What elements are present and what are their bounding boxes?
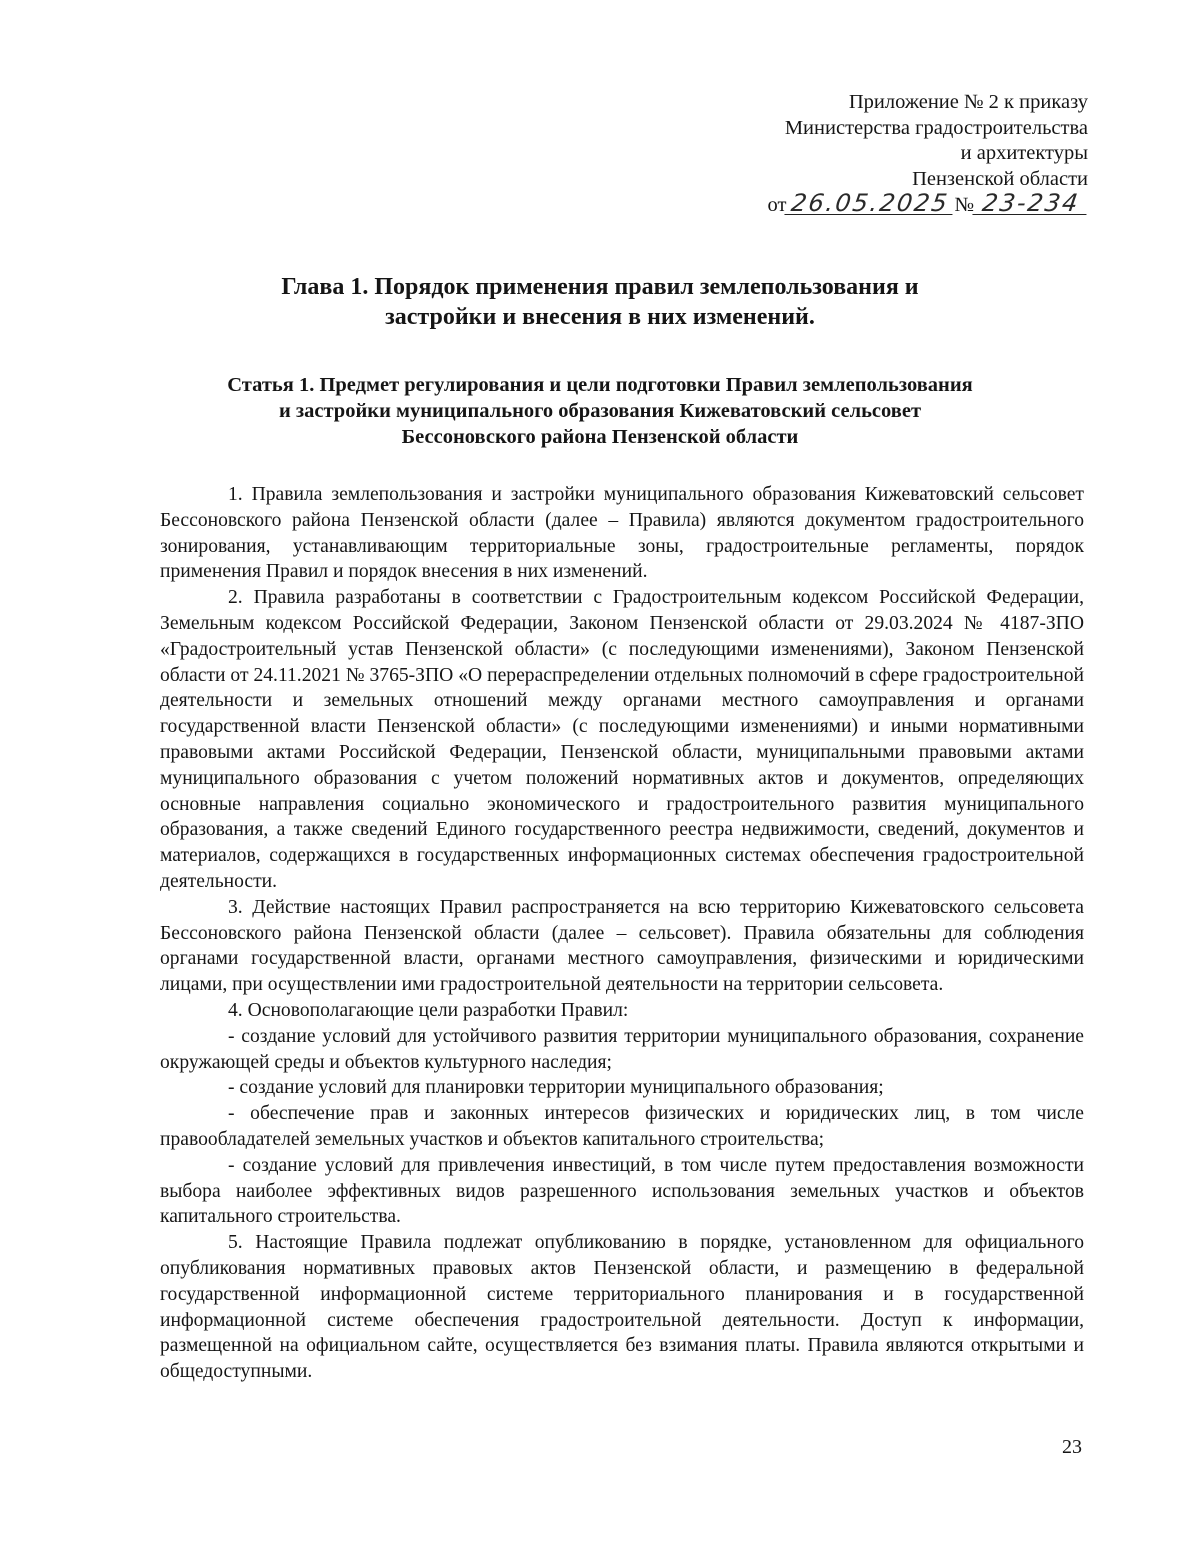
goal-item-4: - создание условий для привлечения инвестиций, в том числе путем предоставления возможности выбора наиболее эффективных видов разрешенного использования земельных участков и объектов капитального строительства. bbox=[160, 1154, 1084, 1228]
article-title bbox=[150, 372, 1050, 450]
article-body bbox=[160, 482, 1084, 1385]
paragraph-5: 5. Настоящие Правила подлежат опубликованию в порядке, установленном для официального опубликования нормативных правовых актов Пензенской области, и размещению в федеральной государственной информационной системе территориального планирования и в государственной информационной системе обеспечения градостроительной деятельности. Доступ к информации, размещенной на официальном сайте, осуществляется без взимания платы. Правила являются открытыми и общедоступными. bbox=[160, 1232, 1084, 1383]
header-line-4: Пензенской области bbox=[912, 167, 1088, 190]
chapter-title-line-1: Глава 1. Порядок применения правил землепользования и bbox=[281, 274, 919, 300]
handwritten-date: 26.05.2025 bbox=[785, 192, 956, 215]
header-line-3: и архитектуры bbox=[960, 142, 1088, 164]
paragraph-2: 2. Правила разработаны в соответствии с Градостроительным кодексом Российской Федерации, Земельным кодексом Российской Федерации, Законом Пензенской области от 29.03.2024 № 4187-ЗПО «Градостроительный устав Пензенской области» (с последующими изменениями), Законом Пензенской области от 24.11.2021 № 3765-ЗПО «О перераспределении отдельных полномочий в сфере градостроительной деятельности и земельных отношений между органами местного самоуправления и органами государственной власти Пензенской области» (с последующими изменениями) и иными нормативными правовыми актами Российской Федерации, Пензенской области, муниципальными правовыми актами муниципального образования с учетом положений нормативных актов и документов, определяющих основные направления социально экономического и градостроительного развития муниципального образования, а также сведений Единого государственного реестра недвижимости, сведений, документов и материалов, содержащихся в государственных информационных системах обеспечения градостроительной деятельности. bbox=[160, 587, 1084, 892]
article-title-line-2: и застройки муниципального образования Кижеватовский сельсовет bbox=[278, 400, 922, 422]
header-line-1: Приложение № 2 к приказу bbox=[848, 91, 1088, 113]
order-date-number-line bbox=[767, 189, 1088, 219]
chapter-title bbox=[150, 272, 1050, 332]
page-number: 23 bbox=[1062, 1436, 1082, 1458]
goal-item-1: - создание условий для устойчивого развития территории муниципального образования, сохранение окружающей среды и объектов культурного наследия; bbox=[160, 1025, 1084, 1073]
header-line-2: Министерства градостроительства bbox=[784, 116, 1088, 139]
goal-item-2: - создание условий для планировки территории муниципального образования; bbox=[228, 1077, 884, 1099]
number-prefix: № bbox=[954, 194, 974, 216]
paragraph-4: 4. Основополагающие цели разработки Правил: bbox=[228, 999, 629, 1021]
from-prefix: от bbox=[767, 194, 787, 216]
article-title-line-1: Статья 1. Предмет регулирования и цели подготовки Правил землепользования bbox=[227, 374, 973, 396]
paragraph-3: 3. Действие настоящих Правил распространяется на всю территорию Кижеватовского сельсовета Бессоновского района Пензенской области (далее – сельсовет). Правила обязательны для соблюдения органами государственной власти, органами местного самоуправления, физическими и юридическими лицами, при осуществлении ими градостроительной деятельности на территории сельсовета. bbox=[160, 896, 1084, 996]
article-title-line-3: Бессоновского района Пензенской области bbox=[401, 426, 799, 448]
appendix-header bbox=[767, 90, 1088, 219]
chapter-title-line-2: застройки и внесения в них изменений. bbox=[385, 304, 815, 330]
handwritten-order-number: 23-234 bbox=[972, 192, 1089, 215]
goal-item-3: - обеспечение прав и законных интересов физических и юридических лиц, в том числе правообладателей земельных участков и объектов капитального строительства; bbox=[160, 1103, 1084, 1150]
paragraph-1: 1. Правила землепользования и застройки муниципального образования Кижеватовский сельсовет Бессоновского района Пензенской области (далее – Правила) являются документом градостроительного зонирования, устанавливающим территориальные зоны, градостроительные регламенты, порядок применения Правил и порядок внесения в них изменений. bbox=[160, 484, 1084, 583]
